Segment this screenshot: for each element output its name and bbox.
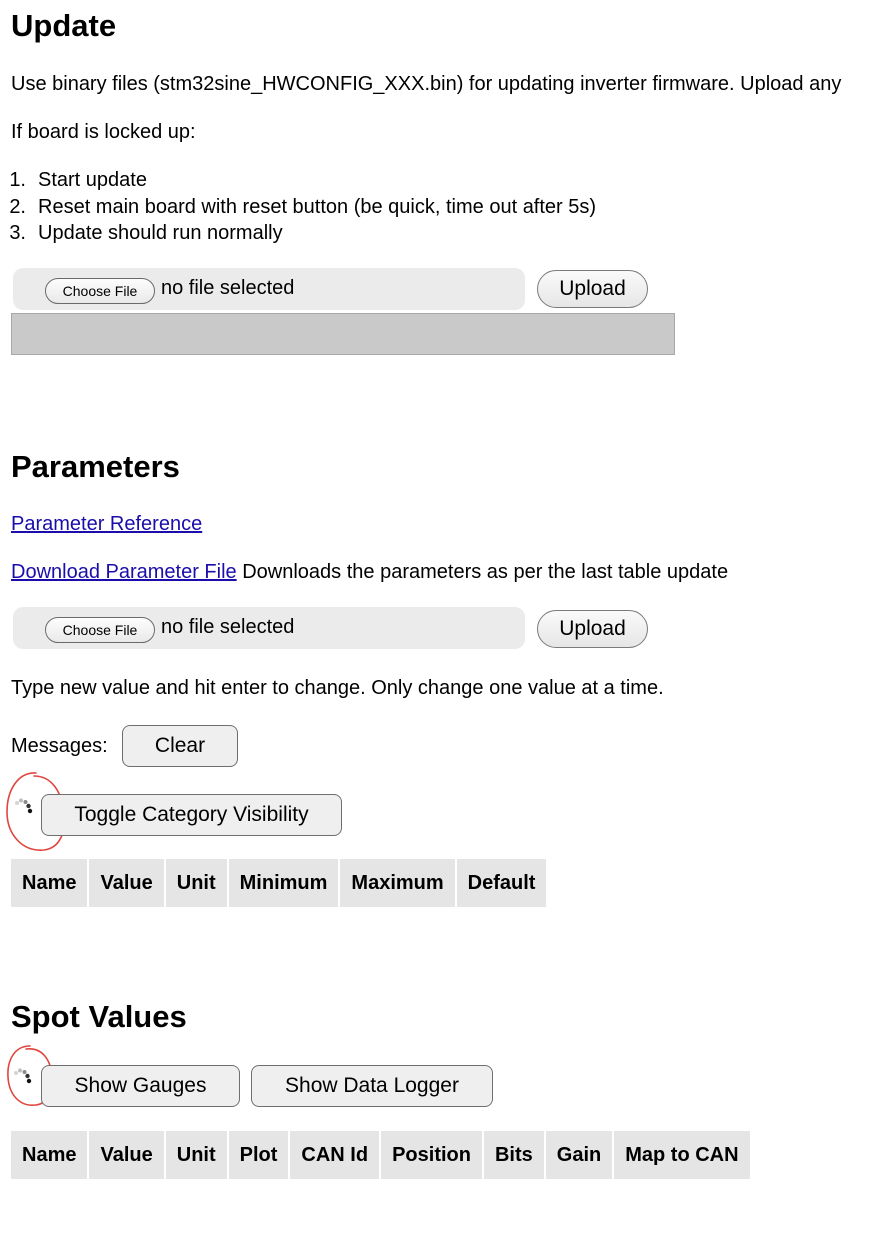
parameter-reference-link[interactable]: Parameter Reference (11, 513, 203, 535)
firmware-file-input (13, 268, 525, 310)
step-text: Reset main board with reset button (be quick, time out after 5s) (38, 196, 597, 218)
update-progress-bar (11, 313, 675, 355)
column-header-maximum[interactable]: Maximum (339, 859, 455, 907)
column-header-name[interactable]: Name (11, 1131, 88, 1179)
firmware-file-status: no file selected (161, 277, 295, 299)
locked-intro: If board is locked up: (11, 121, 196, 143)
parameter-file-input (13, 607, 525, 649)
spot-values-table-header-row (11, 1131, 750, 1179)
column-header-value[interactable]: Value (88, 859, 164, 907)
show-data-logger-button[interactable]: Show Data Logger (251, 1065, 493, 1107)
step-number: 2. (9, 196, 26, 218)
download-row (11, 562, 728, 582)
messages-label: Messages: (11, 735, 108, 757)
parameters-table-header-row (11, 859, 546, 907)
step-number: 3. (9, 222, 26, 244)
step-text: Start update (38, 169, 147, 191)
column-header-gain[interactable]: Gain (545, 1131, 613, 1179)
update-step (0, 196, 596, 219)
column-header-minimum[interactable]: Minimum (228, 859, 340, 907)
update-step (0, 222, 283, 245)
column-header-unit[interactable]: Unit (165, 859, 228, 907)
spot-values-title: Spot Values (11, 999, 187, 1034)
step-text: Update should run normally (38, 222, 283, 244)
parameter-choose-file-button[interactable]: Choose File (45, 617, 155, 643)
update-description: Use binary files (stm32sine_HWCONFIG_XXX.bin) for updating inverter firmware. Upload any (11, 73, 842, 95)
parameter-instruction: Type new value and hit enter to change. Only change one value at a time. (11, 677, 664, 699)
column-header-unit[interactable]: Unit (165, 1131, 228, 1179)
column-header-can-id[interactable]: CAN Id (289, 1131, 380, 1179)
column-header-value[interactable]: Value (88, 1131, 164, 1179)
firmware-choose-file-button[interactable]: Choose File (45, 278, 155, 304)
column-header-position[interactable]: Position (380, 1131, 483, 1179)
column-header-bits[interactable]: Bits (483, 1131, 545, 1179)
parameters-title: Parameters (11, 449, 180, 484)
loading-spinner-icon (13, 797, 35, 819)
update-step (0, 169, 147, 192)
download-parameter-file-link[interactable]: Download Parameter File (11, 561, 237, 583)
download-note: Downloads the parameters as per the last table update (242, 561, 729, 583)
parameter-file-status: no file selected (161, 616, 295, 638)
update-title: Update (11, 8, 117, 43)
parameters-table (11, 859, 546, 907)
spot-values-table (11, 1131, 750, 1179)
parameter-upload-button[interactable]: Upload (537, 610, 648, 648)
firmware-upload-button[interactable]: Upload (537, 270, 648, 308)
clear-messages-button[interactable]: Clear (122, 725, 238, 767)
parameter-reference-row (11, 514, 202, 534)
loading-spinner-icon (12, 1067, 34, 1089)
column-header-default[interactable]: Default (467, 871, 536, 894)
column-header-map-to-can[interactable]: Map to CAN (625, 1143, 739, 1166)
step-number: 1. (9, 169, 26, 191)
column-header-plot[interactable]: Plot (228, 1131, 290, 1179)
show-gauges-button[interactable]: Show Gauges (41, 1065, 240, 1107)
toggle-category-visibility-button[interactable]: Toggle Category Visibility (41, 794, 342, 836)
column-header-name[interactable]: Name (11, 859, 88, 907)
